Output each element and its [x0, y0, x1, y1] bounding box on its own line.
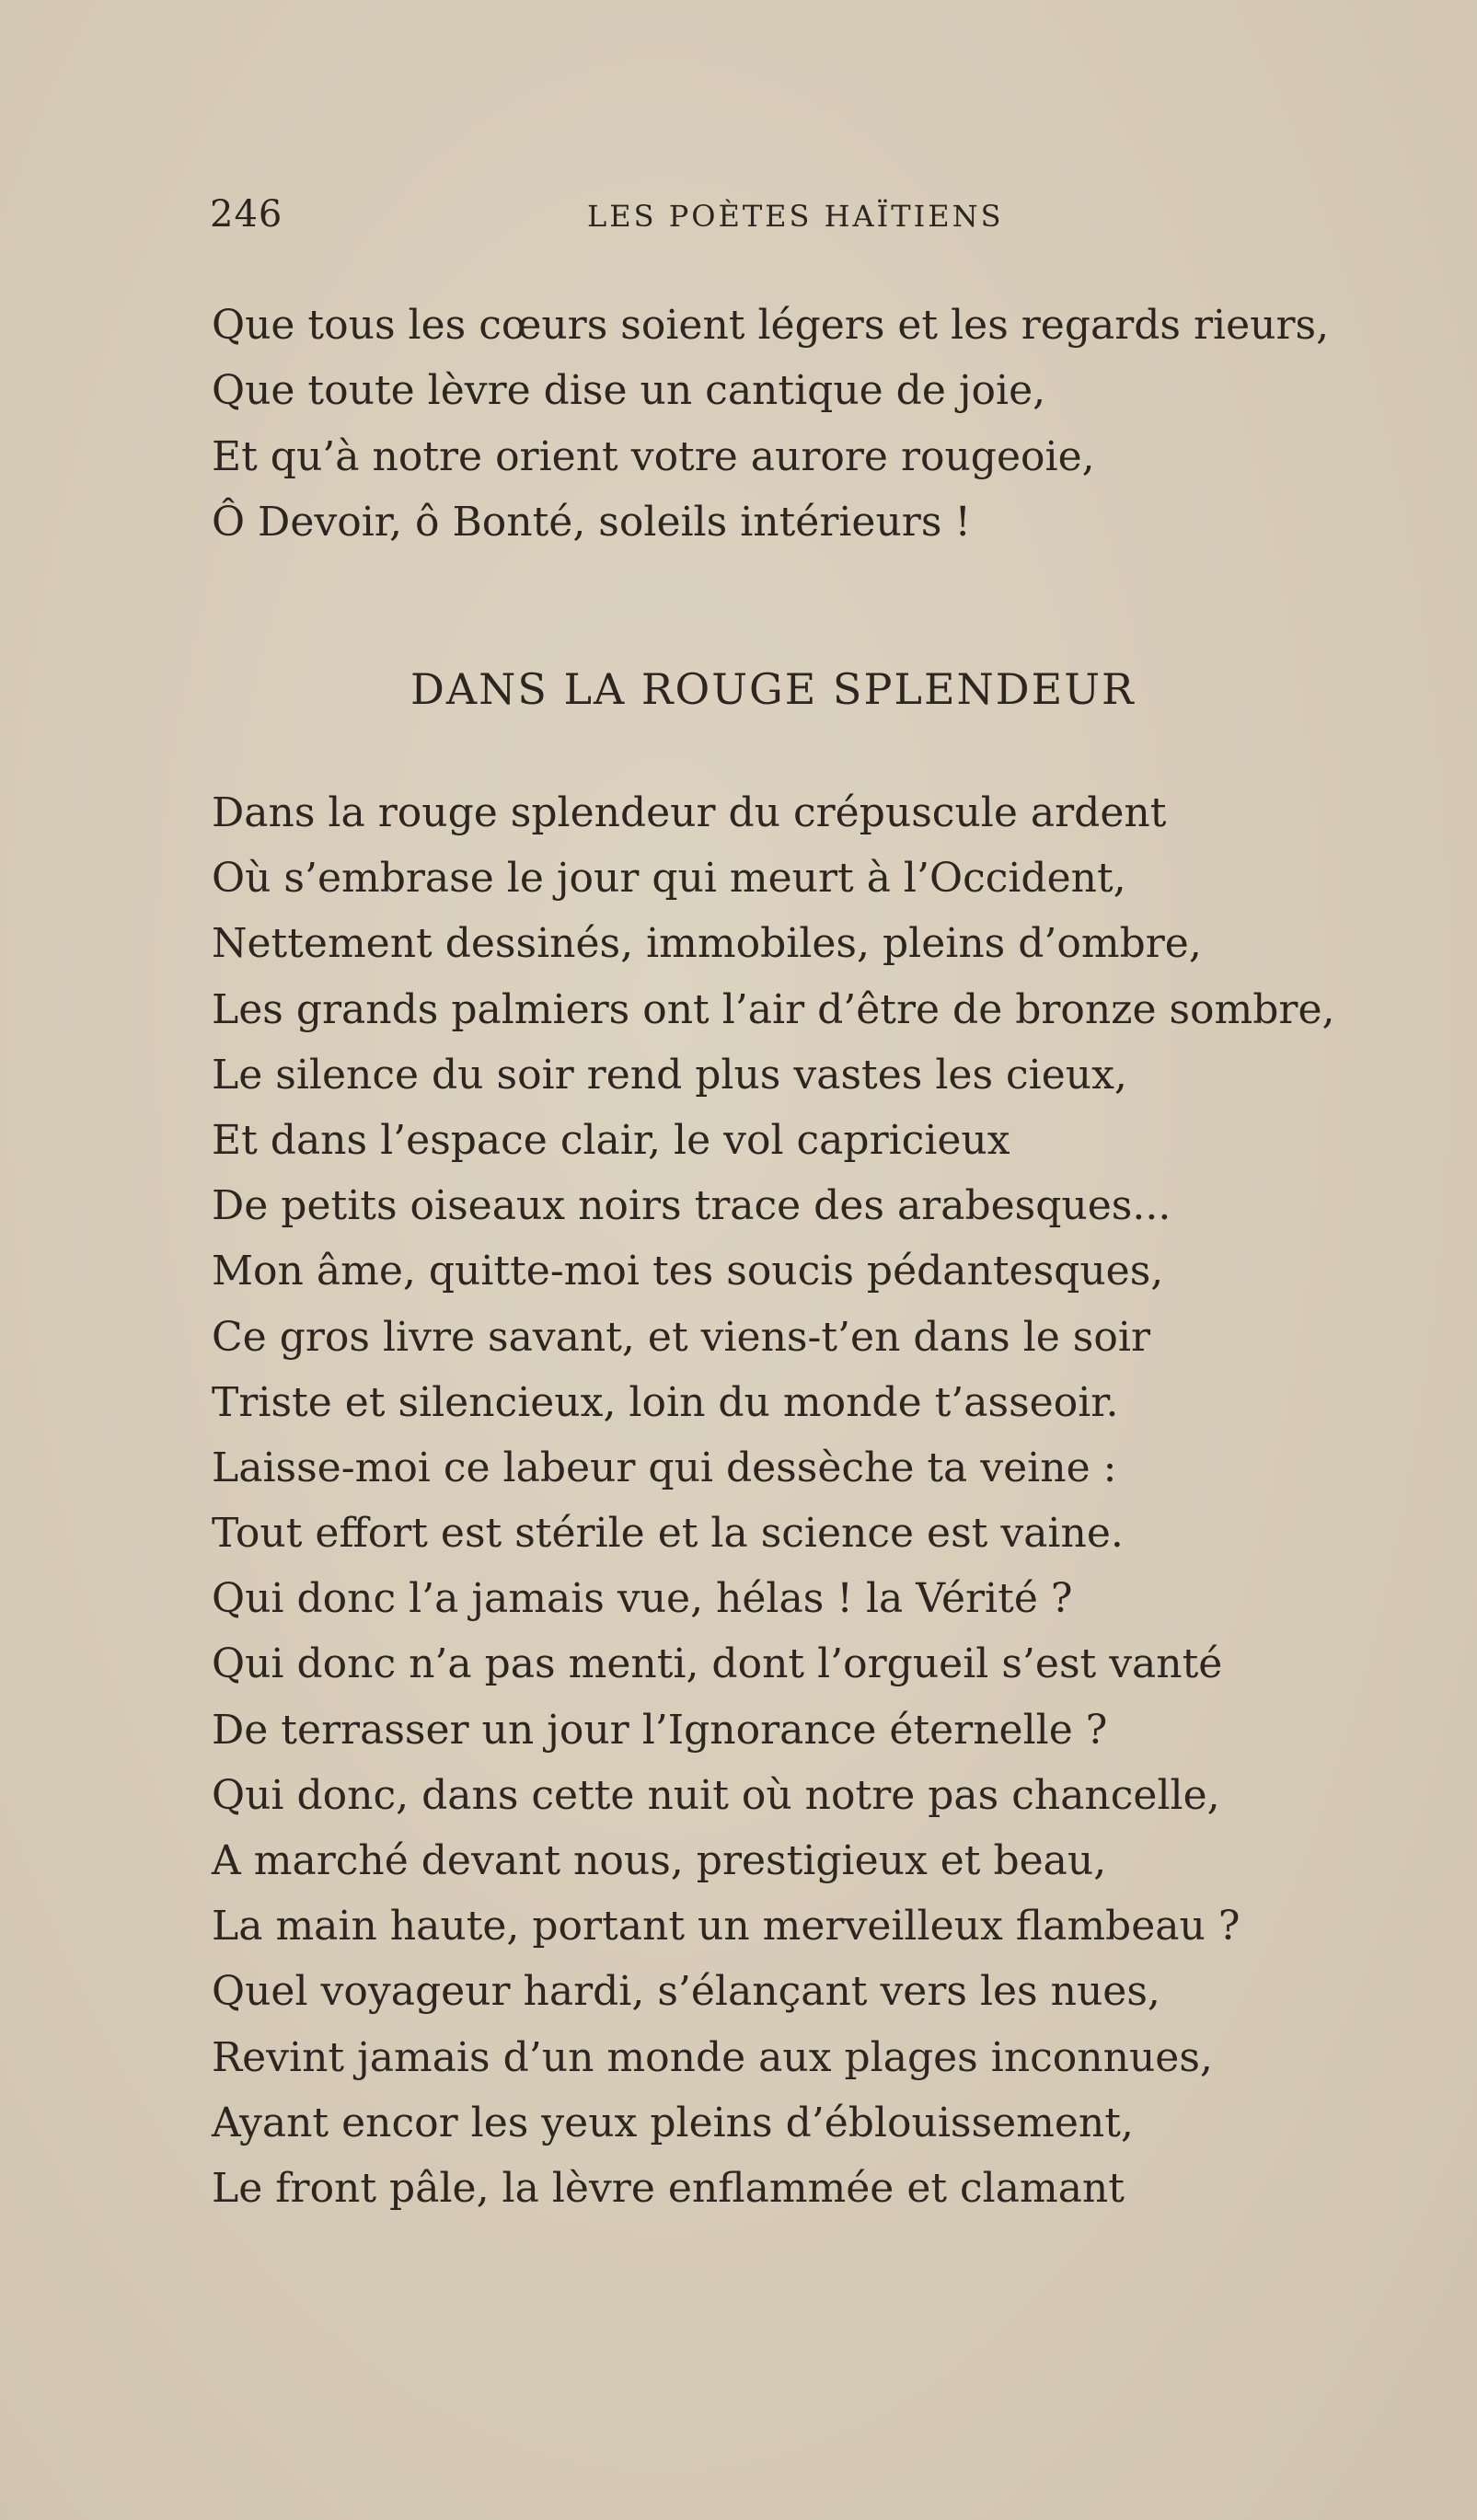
verse-line: Que toute lèvre dise un cantique de joie, [212, 367, 1046, 415]
verse-line: De petits oiseaux noirs trace des arabesques... [212, 1182, 1171, 1230]
verse-line: Ayant encor les yeux pleins d’éblouissement, [212, 2099, 1134, 2146]
verse-line: Ce gros livre savant, et viens-t’en dans le soir [212, 1313, 1150, 1361]
verse-line: Qui donc l’a jamais vue, hélas ! la Vérité ? [212, 1575, 1073, 1623]
verse-line: Ô Devoir, ô Bonté, soleils intérieurs ! [212, 498, 972, 546]
verse-line: Et dans l’espace clair, le vol capricieux [212, 1116, 1010, 1164]
poem-body [212, 780, 1334, 2221]
verse-line: Triste et silencieux, loin du monde t’asseoir. [212, 1378, 1119, 1426]
page-header [210, 193, 1406, 248]
verse-line: Mon âme, quitte-moi tes soucis pédantesques, [212, 1248, 1164, 1295]
verse-line: Nettement dessinés, immobiles, pleins d’ombre, [212, 920, 1202, 968]
verse-line: Dans la rouge splendeur du crépuscule ardent [212, 789, 1167, 836]
verse-line: Le front pâle, la lèvre enflammée et clamant [212, 2164, 1125, 2212]
verse-line: Les grands palmiers ont l’air d’être de bronze sombre, [212, 985, 1335, 1033]
closing-stanza [212, 293, 1329, 555]
verse-line: A marché devant nous, prestigieux et beau, [212, 1837, 1107, 1884]
verse-line: De terrasser un jour l’Ignorance éternelle ? [212, 1706, 1108, 1754]
verse-line: Laisse-moi ce labeur qui dessèche ta veine : [212, 1444, 1117, 1491]
verse-line: Le silence du soir rend plus vastes les cieux, [212, 1051, 1127, 1099]
verse-line: Que tous les cœurs soient légers et les regards rieurs, [212, 302, 1330, 349]
poem-title: DANS LA ROUGE SPLENDEUR [410, 664, 1136, 714]
page-number: 246 [210, 193, 283, 236]
verse-line: Quel voyageur hardi, s’élançant vers les nues, [212, 1968, 1160, 2016]
verse-line: Tout effort est stérile et la science est vaine. [212, 1510, 1124, 1558]
running-title: LES POÈTES HAÏTIENS [587, 199, 1004, 234]
verse-line: La main haute, portant un merveilleux flambeau ? [212, 1903, 1240, 1950]
verse-line: Revint jamais d’un monde aux plages inconnues, [212, 2033, 1213, 2081]
verse-line: Où s’embrase le jour qui meurt à l’Occident, [212, 855, 1126, 903]
verse-line: Et qu’à notre orient votre aurore rougeoie, [212, 432, 1095, 480]
verse-line: Qui donc n’a pas menti, dont l’orgueil s’est vanté [212, 1640, 1223, 1688]
verse-line: Qui donc, dans cette nuit où notre pas chancelle, [212, 1771, 1220, 1819]
